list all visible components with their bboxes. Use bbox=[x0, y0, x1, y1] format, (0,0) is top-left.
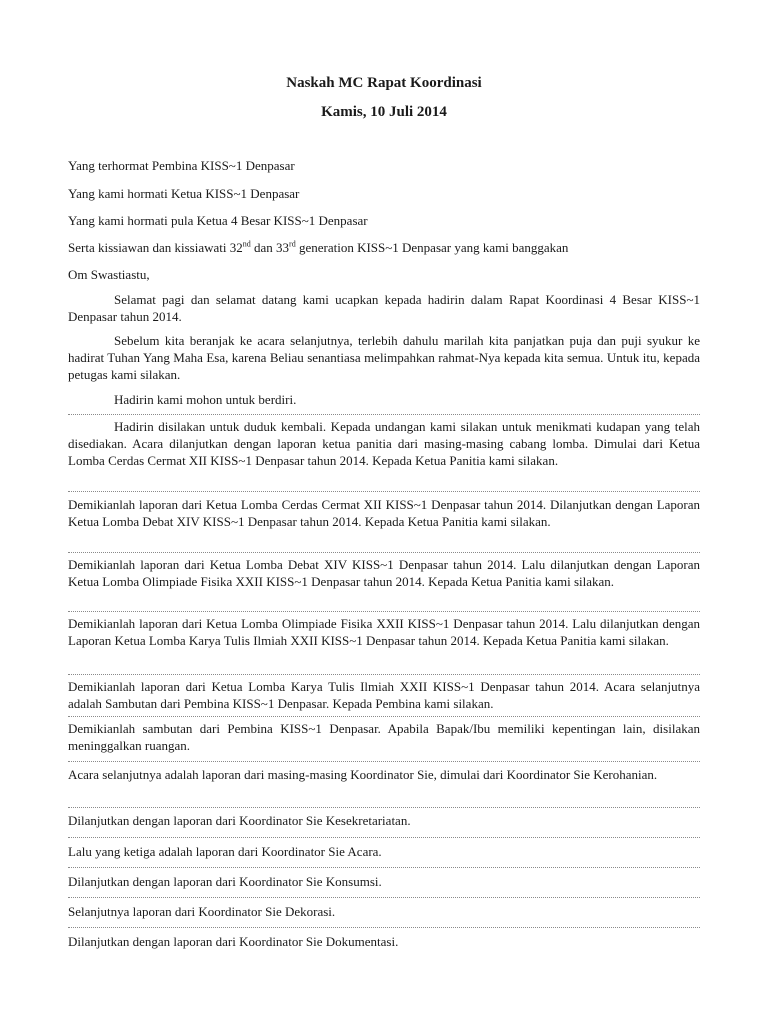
salutation-generation-line bbox=[68, 239, 700, 256]
generation-prefix: Serta kissiawan dan kissiawati 32 bbox=[68, 240, 243, 255]
dotted-separator bbox=[68, 807, 700, 808]
dotted-separator bbox=[68, 491, 700, 492]
intro-paragraph: Hadirin kami mohon untuk berdiri. bbox=[114, 392, 297, 407]
report-paragraph: Selanjutnya laporan dari Koordinator Sie Dekorasi. bbox=[68, 904, 336, 919]
generation-sup-rd: rd bbox=[289, 239, 296, 249]
dotted-separator bbox=[68, 897, 700, 898]
report-paragraph: Dilanjutkan dengan laporan dari Koordinator Sie Kesekretariatan. bbox=[68, 813, 411, 828]
generation-suffix: generation KISS~1 Denpasar yang kami banggakan bbox=[295, 240, 569, 255]
report-paragraph: Demikianlah laporan dari Ketua Lomba Debat XIV KISS~1 Denpasar tahun 2014. Lalu dilanjutkan dengan Laporan Ketua Lomba Olimpiade Fisika XXII KISS~1 Denpasar tahun 2014. Kepada Ketua Panitia kami silakan. bbox=[68, 557, 700, 589]
report-paragraph: Demikianlah laporan dari Ketua Lomba Olimpiade Fisika XXII KISS~1 Denpasar tahun 2014. Lalu dilanjutkan dengan Laporan Ketua Lomba Karya Tulis Ilmiah XXII KISS~1 Denpasar tahun 2014. Kepada Ketua Panitia kami silakan. bbox=[68, 616, 700, 648]
generation-sup-nd: nd bbox=[242, 239, 251, 249]
document-title: Naskah MC Rapat Koordinasi bbox=[286, 75, 482, 91]
generation-mid: dan 33 bbox=[250, 240, 290, 255]
report-paragraph: Dilanjutkan dengan laporan dari Koordinator Sie Konsumsi. bbox=[68, 874, 382, 889]
dotted-separator bbox=[68, 867, 700, 868]
salutation-line: Yang kami hormati pula Ketua 4 Besar KISS~1 Denpasar bbox=[68, 213, 368, 228]
report-paragraph: Lalu yang ketiga adalah laporan dari Koordinator Sie Acara. bbox=[68, 844, 382, 859]
dotted-separator bbox=[68, 837, 700, 838]
report-paragraph: Demikianlah laporan dari Ketua Lomba Karya Tulis Ilmiah XXII KISS~1 Denpasar tahun 2014. Acara selanjutnya adalah Sambutan dari Pembina KISS~1 Denpasar. Kepada Pembina kami silakan. bbox=[68, 679, 700, 711]
dotted-separator bbox=[68, 552, 700, 553]
seated-paragraph: Hadirin disilakan untuk duduk kembali. Kepada undangan kami silakan untuk menikmati kudapan yang telah disediakan. Acara dilanjutkan dengan laporan ketua panitia dari masing-masing cabang lomba. Dimulai dari Ketua Lomba Cerdas Cermat XII KISS~1 Denpasar tahun 2014. Kepada Ketua Panitia kami silakan. bbox=[68, 419, 700, 468]
dotted-separator bbox=[68, 761, 700, 762]
dotted-separator bbox=[68, 611, 700, 612]
report-paragraph: Demikianlah laporan dari Ketua Lomba Cerdas Cermat XII KISS~1 Denpasar tahun 2014. Dilanjutkan dengan Laporan Ketua Lomba Debat XIV KISS~1 Denpasar tahun 2014. Kepada Ketua Panitia kami silakan. bbox=[68, 497, 700, 529]
intro-paragraph: Sebelum kita beranjak ke acara selanjutnya, terlebih dahulu marilah kita panjatkan puja dan puji syukur ke hadirat Tuhan Yang Maha Esa, karena Beliau senantiasa melimpahkan rahmat-Nya kepada kita semua. Untuk itu, kepada petugas kami silakan. bbox=[68, 333, 700, 382]
report-paragraph: Demikianlah sambutan dari Pembina KISS~1 Denpasar. Apabila Bapak/Ibu memiliki kepentingan lain, disilakan meninggalkan ruangan. bbox=[68, 721, 700, 753]
salutation-line: Yang terhormat Pembina KISS~1 Denpasar bbox=[68, 158, 295, 173]
dotted-separator bbox=[68, 674, 700, 675]
report-paragraph: Acara selanjutnya adalah laporan dari masing-masing Koordinator Sie, dimulai dari Koordinator Sie Kerohanian. bbox=[68, 767, 658, 782]
salutation-line: Yang kami hormati Ketua KISS~1 Denpasar bbox=[68, 186, 300, 201]
document-date: Kamis, 10 Juli 2014 bbox=[321, 104, 447, 120]
greeting: Om Swastiastu, bbox=[68, 267, 150, 282]
dotted-separator bbox=[68, 414, 700, 415]
intro-paragraph: Selamat pagi dan selamat datang kami ucapkan kepada hadirin dalam Rapat Koordinasi 4 Besar KISS~1 Denpasar tahun 2014. bbox=[68, 292, 700, 324]
report-paragraph: Dilanjutkan dengan laporan dari Koordinator Sie Dokumentasi. bbox=[68, 934, 399, 949]
dotted-separator bbox=[68, 716, 700, 717]
dotted-separator bbox=[68, 927, 700, 928]
